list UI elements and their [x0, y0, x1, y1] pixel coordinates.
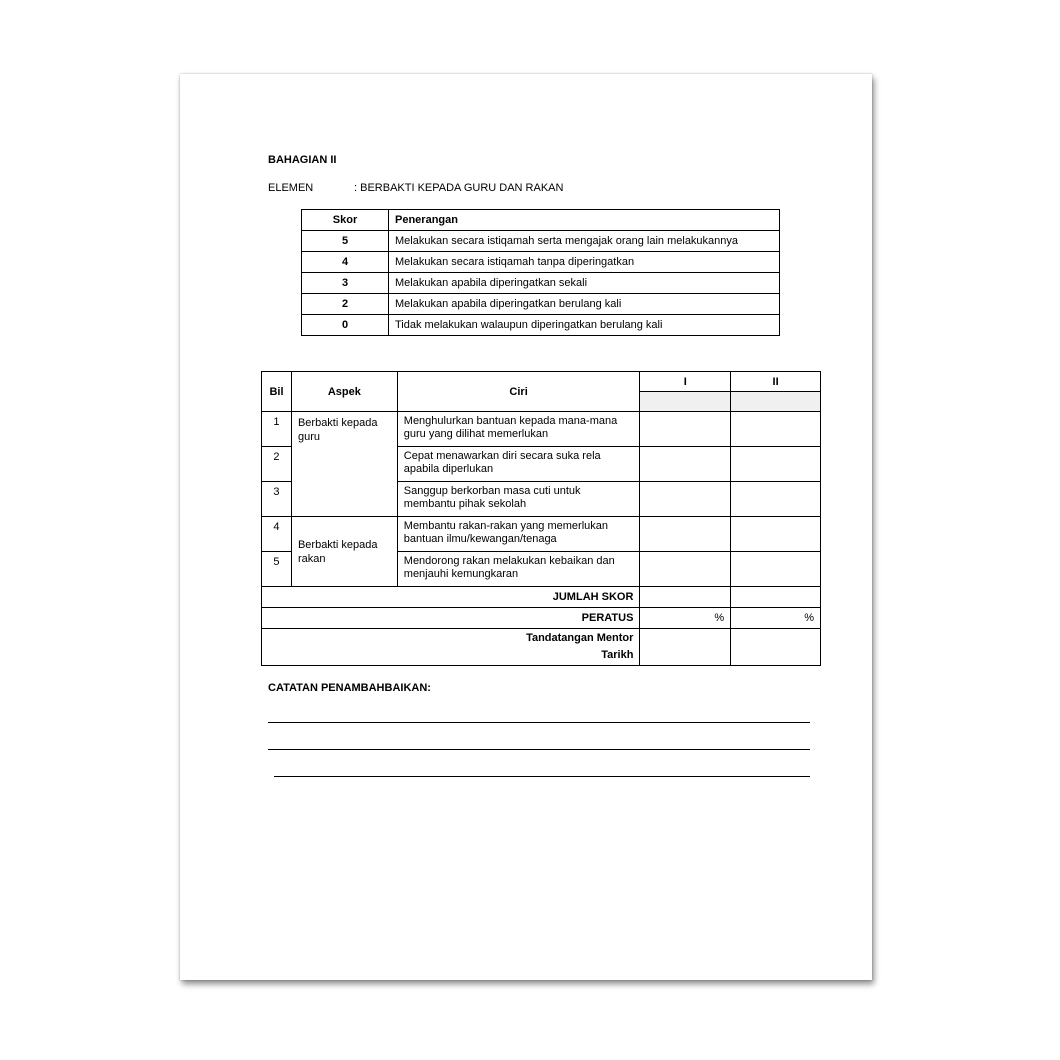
- ciri-text: Mendorong rakan melakukan kebaikan dan menjauhi kemungkaran: [397, 552, 640, 587]
- score-value: 0: [302, 315, 389, 336]
- jumlah-skor-row: [262, 587, 821, 608]
- notes-line[interactable]: [268, 722, 810, 723]
- column-ii-subheader: [731, 392, 821, 412]
- score-cell-ii[interactable]: [731, 412, 821, 447]
- score-value: 4: [302, 252, 389, 273]
- score-row: [302, 273, 780, 294]
- score-cell-ii[interactable]: [731, 517, 821, 552]
- ciri-text: Cepat menawarkan diri secara suka rela apabila diperlukan: [397, 447, 640, 482]
- document-page: [180, 74, 872, 980]
- score-row: [302, 252, 780, 273]
- notes-title: CATATAN PENAMBAHBAIKAN:: [268, 682, 431, 694]
- row-number: 5: [262, 552, 292, 587]
- score-value: 3: [302, 273, 389, 294]
- evaluation-header-row: [262, 372, 821, 392]
- peratus-i[interactable]: %: [640, 608, 731, 629]
- ciri-text: Sanggup berkorban masa cuti untuk membantu pihak sekolah: [397, 482, 640, 517]
- aspek-rakan: Berbakti kepada rakan: [291, 517, 397, 587]
- elemen-value: : BERBAKTI KEPADA GURU DAN RAKAN: [354, 182, 564, 194]
- score-row: [302, 315, 780, 336]
- row-number: 3: [262, 482, 292, 517]
- tandatangan-label: Tandatangan Mentor: [526, 632, 634, 644]
- ciri-text: Menghulurkan bantuan kepada mana-mana guru yang dilihat memerlukan: [397, 412, 640, 447]
- tarikh-label: Tarikh: [601, 649, 634, 661]
- column-ii-header: II: [731, 372, 821, 392]
- score-value: 5: [302, 231, 389, 252]
- score-cell-i[interactable]: [640, 552, 731, 587]
- signature-cell-ii[interactable]: [731, 629, 821, 666]
- section-title: BAHAGIAN II: [268, 154, 337, 166]
- signature-cell-i[interactable]: [640, 629, 731, 666]
- skor-header: Skor: [302, 210, 389, 231]
- peratus-row: [262, 608, 821, 629]
- row-number: 4: [262, 517, 292, 552]
- table-row: [262, 412, 821, 447]
- jumlah-skor-ii[interactable]: [731, 587, 821, 608]
- column-i-subheader: [640, 392, 731, 412]
- bil-header: Bil: [262, 372, 292, 412]
- score-table-header: [302, 210, 780, 231]
- evaluation-table: [261, 371, 821, 666]
- score-cell-ii[interactable]: [731, 552, 821, 587]
- aspek-guru: Berbakti kepada guru: [291, 412, 397, 517]
- score-row: [302, 294, 780, 315]
- score-cell-i[interactable]: [640, 447, 731, 482]
- jumlah-skor-i[interactable]: [640, 587, 731, 608]
- signature-labels: [262, 629, 640, 666]
- score-description: Melakukan secara istiqamah serta mengajak orang lain melakukannya: [389, 231, 780, 252]
- table-row: [262, 517, 821, 552]
- notes-line[interactable]: [274, 776, 810, 777]
- ciri-text: Membantu rakan-rakan yang memerlukan bantuan ilmu/kewangan/tenaga: [397, 517, 640, 552]
- score-cell-i[interactable]: [640, 482, 731, 517]
- column-i-header: I: [640, 372, 731, 392]
- score-cell-ii[interactable]: [731, 482, 821, 517]
- score-description: Tidak melakukan walaupun diperingatkan berulang kali: [389, 315, 780, 336]
- peratus-label: PERATUS: [262, 608, 640, 629]
- aspek-header: Aspek: [291, 372, 397, 412]
- score-table: [301, 209, 780, 336]
- score-cell-i[interactable]: [640, 412, 731, 447]
- score-row: [302, 231, 780, 252]
- score-description: Melakukan apabila diperingatkan sekali: [389, 273, 780, 294]
- penerangan-header: Penerangan: [389, 210, 780, 231]
- elemen-label: ELEMEN: [268, 182, 314, 194]
- ciri-header: Ciri: [397, 372, 640, 412]
- score-value: 2: [302, 294, 389, 315]
- score-description: Melakukan secara istiqamah tanpa diperingatkan: [389, 252, 780, 273]
- jumlah-skor-label: JUMLAH SKOR: [262, 587, 640, 608]
- peratus-ii[interactable]: %: [731, 608, 821, 629]
- signature-row: [262, 629, 821, 666]
- score-description: Melakukan apabila diperingatkan berulang kali: [389, 294, 780, 315]
- score-cell-i[interactable]: [640, 517, 731, 552]
- notes-line[interactable]: [268, 749, 810, 750]
- score-cell-ii[interactable]: [731, 447, 821, 482]
- row-number: 2: [262, 447, 292, 482]
- row-number: 1: [262, 412, 292, 447]
